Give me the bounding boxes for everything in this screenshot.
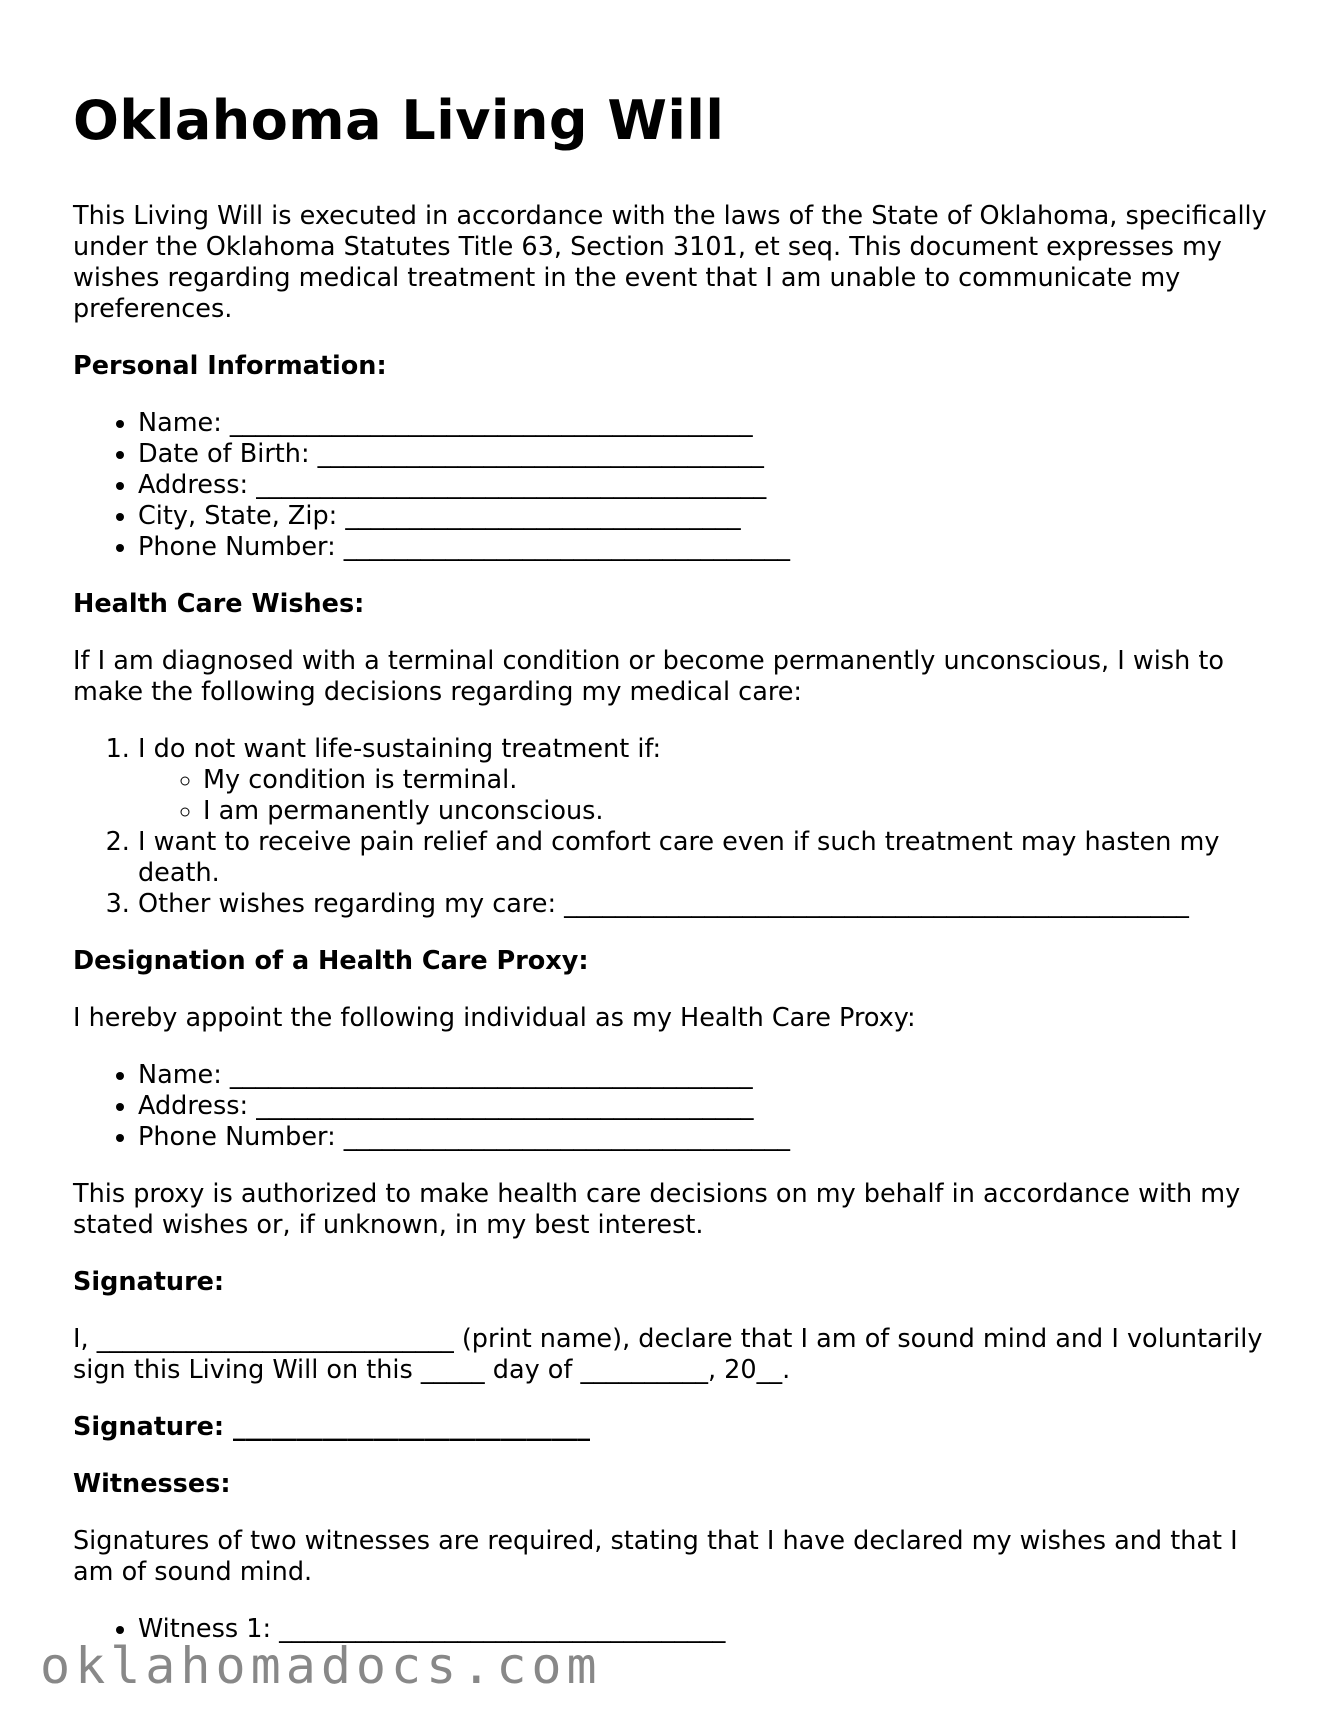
proxy-intro: I hereby appoint the following individual as my Health Care Proxy: (73, 1003, 916, 1033)
health-wishes-list (73, 734, 1273, 920)
personal-address-field: • Address: ________________________________________ (138, 470, 1273, 501)
watermark: oklahomadocs.com (40, 1637, 602, 1695)
document-title: Oklahoma Living Will (73, 89, 725, 152)
intro-paragraph: This Living Will is executed in accordance with the laws of the State of Oklahoma, specifically under the Oklahoma Statutes Title 63, Section 3101, et seq. This document expresses my wishes regarding medical treatment in the event that I am unable to communicate my preferences. (73, 201, 1267, 324)
health-wish-sublist (138, 765, 1273, 827)
personal-dob-field: • Date of Birth: ___________________________________ (138, 439, 1273, 470)
health-wish-text: I do not want life-sustaining treatment if: (138, 734, 662, 764)
personal-city-field: • City, State, Zip: _______________________________ (138, 501, 1273, 532)
health-wish-subitem: ◦ I am permanently unconscious. (203, 796, 1273, 827)
personal-name-field: • Name: _________________________________________ (138, 408, 1273, 439)
signature-declaration: I, ____________________________ (print name), declare that I am of sound mind and I voluntarily sign this Living Will on this _____ day of __________, 20__. (73, 1324, 1263, 1385)
health-wish-item (138, 734, 1273, 827)
witness-1-field: • Witness 1: ___________________________________ (138, 1614, 1273, 1645)
signature-line: Signature: ____________________________ (73, 1412, 591, 1442)
health-wish-item: 3. Other wishes regarding my care: _________________________________________________ (138, 889, 1273, 920)
personal-phone-field: • Phone Number: ___________________________________ (138, 532, 1273, 563)
health-wishes-heading: Health Care Wishes: (73, 589, 365, 619)
proxy-phone-field: • Phone Number: ___________________________________ (138, 1122, 1273, 1153)
signature-heading: Signature: (73, 1267, 225, 1297)
proxy-heading: Designation of a Health Care Proxy: (73, 946, 589, 976)
witnesses-heading: Witnesses: (73, 1469, 231, 1499)
proxy-name-field: • Name: _________________________________________ (138, 1060, 1273, 1091)
document-page (73, 88, 1273, 1671)
witnesses-intro: Signatures of two witnesses are required, stating that I have declared my wishes and that I am of sound mind. (73, 1526, 1238, 1587)
personal-info-heading: Personal Information: (73, 351, 387, 381)
health-wish-subitem: ◦ My condition is terminal. (203, 765, 1273, 796)
health-wishes-intro: If I am diagnosed with a terminal condition or become permanently unconscious, I wish to make the following decisions regarding my medical care: (73, 646, 1224, 707)
proxy-list (73, 1060, 1273, 1153)
proxy-note: This proxy is authorized to make health care decisions on my behalf in accordance with my stated wishes or, if unknown, in my best interest. (73, 1179, 1241, 1240)
personal-info-list (73, 408, 1273, 563)
health-wish-item: 2. I want to receive pain relief and comfort care even if such treatment may hasten my death. (138, 827, 1273, 889)
proxy-address-field: • Address: _______________________________________ (138, 1091, 1273, 1122)
